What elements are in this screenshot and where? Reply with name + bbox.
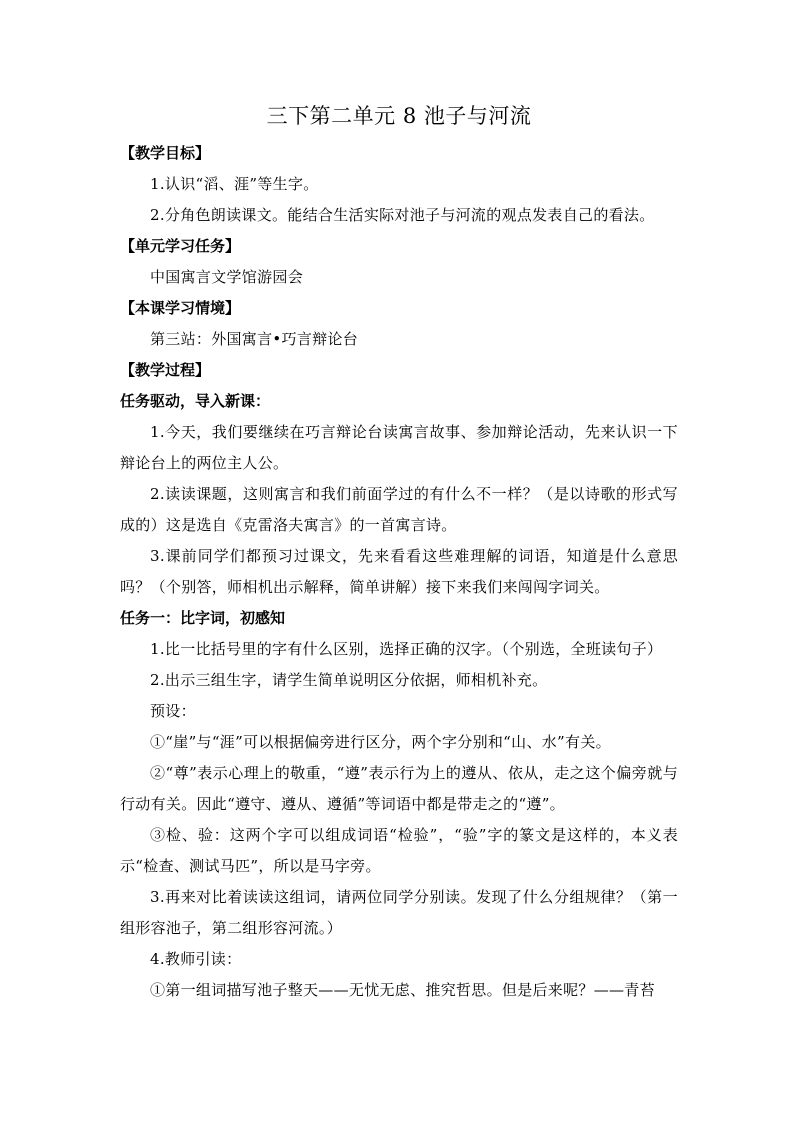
intro-item-3: 3.课前同学们都预习过课文，先来看看这些难理解的词语，知道是什么意思吗？（个别答，师相机出示解释，简单讲解）接下来我们来闯闯字词关。 (120, 547, 678, 596)
document-title: 三下第二单元 8 池子与河流 (266, 104, 532, 128)
intro-item-1: 1.今天，我们要继续在巧言辩论台读寓言故事、参加辩论活动，先来认识一下辩论台上的两位主人公。 (120, 423, 678, 472)
task1-item-preset: 预设： (150, 702, 196, 720)
context-heading: 【本课学习情境】 (120, 299, 241, 317)
unit-task-heading: 【单元学习任务】 (120, 237, 241, 255)
process-heading: 【教学过程】 (120, 361, 211, 379)
document-page (120, 98, 678, 1006)
task1-item-preset-3: ③检、验：这两个字可以组成词语“检验”，“验”字的篆文是这样的，本义表示“检查、测试马匹”，所以是马字旁。 (120, 826, 678, 875)
goal-item-1: 1.认识“滔、涯”等生字。 (150, 175, 319, 193)
intro-heading: 任务驱动，导入新课： (120, 392, 271, 410)
task1-heading: 任务一：比字词，初感知 (120, 609, 286, 627)
intro-item-2: 2.读读课题，这则寓言和我们前面学过的有什么不一样？（是以诗歌的形式写成的）这是选自《克雷洛夫寓言》的一首寓言诗。 (120, 485, 678, 534)
task1-item-3: 3.再来对比着读读这组词，请两位同学分别读。发现了什么分组规律？（第一组形容池子，第二组形容河流。） (120, 888, 678, 937)
task1-item-2: 2.出示三组生字，请学生简单说明区分依据，师相机补充。 (150, 671, 548, 689)
context-text: 第三站：外国寓言•巧言辩论台 (150, 330, 359, 348)
goal-item-2: 2.分角色朗读课文。能结合生活实际对池子与河流的观点发表自己的看法。 (150, 206, 655, 224)
task1-item-4: 4.教师引读： (150, 950, 242, 968)
unit-task-text: 中国寓言文学馆游园会 (150, 268, 304, 286)
task1-item-preset-2: ②“尊”表示心理上的敬重，“遵”表示行为上的遵从、依从，走之这个偏旁就与行动有关。因此“遵守、遵从、遵循”等词语中都是带走之的“遵”。 (120, 764, 678, 813)
task1-item-preset-1: ①“崖”与“涯”可以根据偏旁进行区分，两个字分别和“山、水”有关。 (150, 733, 611, 751)
task1-item-1: 1.比一比括号里的字有什么区别，选择正确的汉字。（个别选，全班读句子） (150, 640, 663, 658)
task1-item-4-1: ①第一组词描写池子整天——无忧无虑、推究哲思。但是后来呢？——青苔 (150, 981, 655, 999)
goals-heading: 【教学目标】 (120, 144, 211, 162)
